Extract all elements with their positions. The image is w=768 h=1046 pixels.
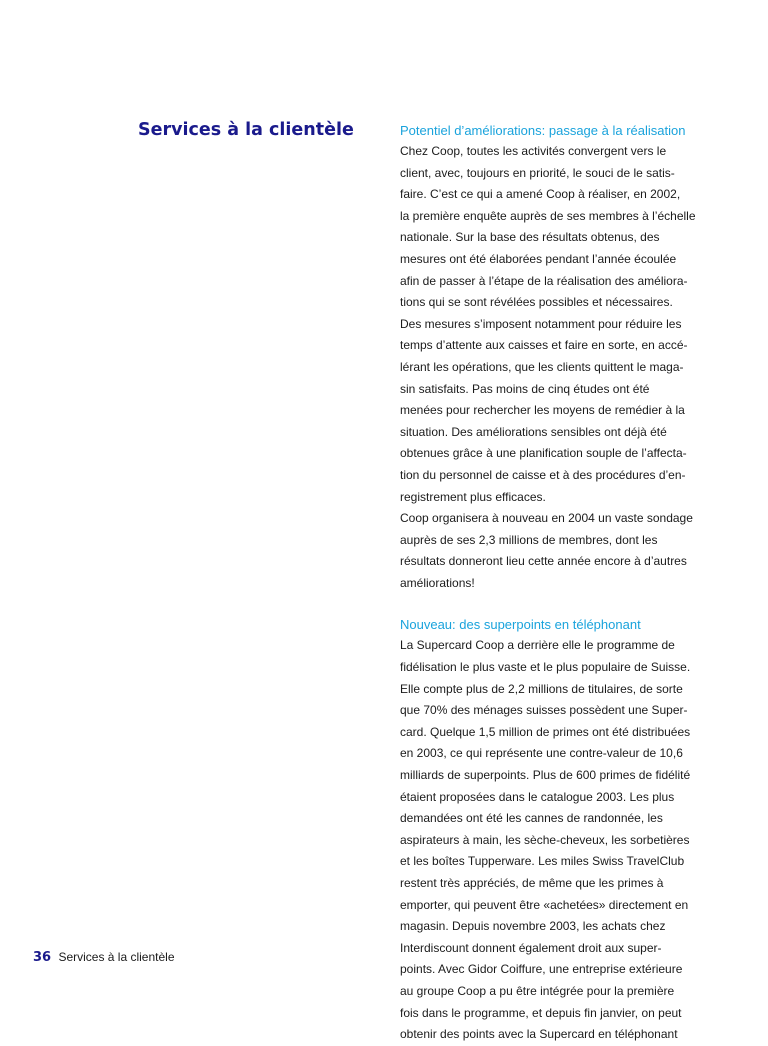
body-text-line: Elle compte plus de 2,2 millions de titulaires, de sorte <box>400 681 683 696</box>
page-number: 36 <box>33 950 52 965</box>
body-text-line: étaient proposées dans le catalogue 2003. Les plus <box>400 789 675 804</box>
body-text-line: Des mesures s’imposent notamment pour réduire les <box>400 316 682 331</box>
body-text-line: fois dans le programme, et depuis fin janvier, on peut <box>400 1005 682 1020</box>
body-text-line: demandées ont été les cannes de randonnée, les <box>400 811 663 826</box>
body-text-line: mesures ont été élaborées pendant l’année écoulée <box>400 251 677 266</box>
body-text-line: La Supercard Coop a derrière elle le programme de <box>400 638 675 653</box>
body-text-line: Chez Coop, toutes les activités convergent vers le <box>400 144 667 158</box>
body-text-line: magasin. Depuis novembre 2003, les achats chez <box>400 919 666 934</box>
body-text-line: menées pour rechercher les moyens de remédier à la <box>400 403 685 418</box>
body-text-line: lérant les opérations, que les clients quittent le maga- <box>400 359 684 374</box>
section-body <box>400 141 710 594</box>
body-text-line: fidélisation le plus vaste et le plus populaire de Suisse. <box>400 660 691 675</box>
body-text-line: nationale. Sur la base des résultats obtenus, des <box>400 230 660 245</box>
section-superpoints <box>400 614 710 1045</box>
body-text-line: registrement plus efficaces. <box>400 489 546 504</box>
body-text-line: client, avec, toujours en priorité, le souci de le satis- <box>400 165 675 180</box>
body-text-line: auprès de ses 2,3 millions de membres, dont les <box>400 532 658 547</box>
body-text-line: aspirateurs à main, les sèche-cheveux, les sorbetières <box>400 832 690 847</box>
body-text-line: améliorations! <box>400 575 475 590</box>
body-text-line: obtenir des points avec la Supercard en téléphonant <box>400 1027 678 1042</box>
main-content <box>400 120 710 1046</box>
body-text-line: Interdiscount donnent également droit aux super- <box>400 940 662 955</box>
body-text-line: et les boîtes Tupperware. Les miles Swiss TravelClub <box>400 854 685 869</box>
body-text-line: emporter, qui peuvent être «achetées» directement en <box>400 897 689 912</box>
body-text-line: points. Avec Gidor Coiffure, une entreprise extérieure <box>400 962 683 977</box>
body-text-line: milliards de superpoints. Plus de 600 primes de fidélité <box>400 768 691 783</box>
body-text-line: tions qui se sont révélées possibles et nécessaires. <box>400 295 673 310</box>
body-text-line: la première enquête auprès de ses membres à l’échelle <box>400 208 696 223</box>
body-text-line: au groupe Coop a pu être intégrée pour la première <box>400 983 675 998</box>
body-text-line: temps d’attente aux caisses et faire en sorte, en accé- <box>400 338 688 353</box>
body-text-line: restent très appréciés, de même que les primes à <box>400 876 664 890</box>
body-text-line: sin satisfaits. Pas moins de cinq études ont été <box>400 381 650 396</box>
section-body <box>400 635 710 1045</box>
section-ameliorations <box>400 120 710 594</box>
section-heading: Nouveau: des superpoints en téléphonant <box>400 617 641 633</box>
page-footer <box>33 950 175 965</box>
body-text-line: résultats donneront lieu cette année encore à d’autres <box>400 554 687 569</box>
page-title: Services à la clientèle <box>138 120 354 140</box>
body-text-line: card. Quelque 1,5 million de primes ont été distribuées <box>400 724 691 739</box>
body-text-line: Coop organisera à nouveau en 2004 un vaste sondage <box>400 511 693 526</box>
body-text-line: en 2003, ce qui représente une contre-valeur de 10,6 <box>400 746 683 761</box>
body-text-line: situation. Des améliorations sensibles ont déjà été <box>400 424 667 439</box>
body-text-line: faire. C’est ce qui a amené Coop à réaliser, en 2002, <box>400 187 681 202</box>
footer-section-label: Services à la clientèle <box>58 950 175 964</box>
body-text-line: obtenues grâce à une planification souple de l’affecta- <box>400 446 687 461</box>
body-text-line: afin de passer à l’étape de la réalisation des améliora- <box>400 273 688 288</box>
section-heading: Potentiel d’améliorations: passage à la réalisation <box>400 123 686 138</box>
body-text-line: que 70% des ménages suisses possèdent une Super- <box>400 703 688 718</box>
body-text-line: tion du personnel de caisse et à des procédures d’en- <box>400 467 686 482</box>
